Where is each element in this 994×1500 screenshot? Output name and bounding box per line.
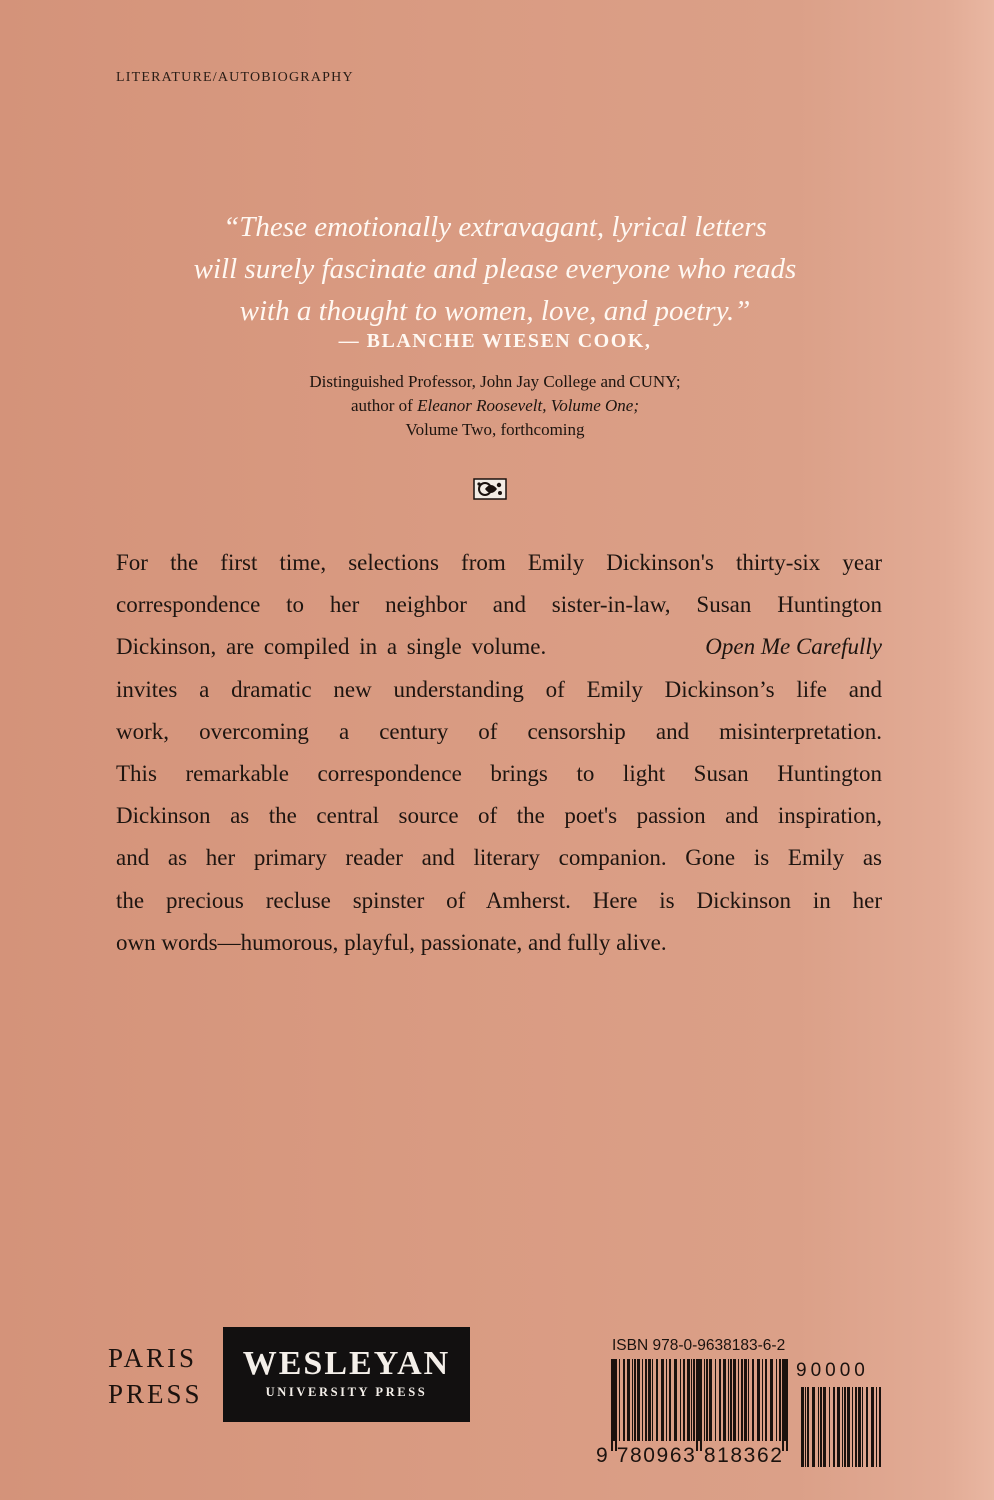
- barcode-bar: [674, 1359, 677, 1441]
- barcode-bar: [765, 1359, 767, 1441]
- category-label: LITERATURE/AUTOBIOGRAPHY: [116, 70, 354, 85]
- barcode-guard-bar: [782, 1359, 784, 1451]
- barcode-bar: [648, 1359, 651, 1441]
- barcode-bar: [876, 1387, 877, 1467]
- credential-line: author of Eleanor Roosevelt, Volume One;: [351, 396, 639, 415]
- isbn-label: ISBN 978-0-9638183-6-2: [612, 1337, 786, 1354]
- endorser-name: — BLANCHE WIESEN COOK,: [338, 330, 652, 352]
- barcode-bar: [666, 1359, 667, 1441]
- barcode-bar: [757, 1359, 760, 1441]
- logo-text: WESLEYAN: [242, 1345, 451, 1382]
- blurb-line: invites a dramatic new understanding of Emily Dickinson’s life and: [116, 676, 882, 702]
- barcode-bar: [852, 1387, 853, 1467]
- blurb-line: own words—humorous, playful, passionate, and fully alive.: [116, 929, 667, 955]
- barcode-bar: [634, 1359, 636, 1441]
- barcode-bar: [829, 1387, 830, 1467]
- barcode-bar: [733, 1359, 736, 1441]
- blurb-line: Dickinson as the central source of the poet's passion and inspiration,: [116, 803, 882, 829]
- blurb-line: work, overcoming a century of censorship and misinterpretation.: [116, 718, 882, 744]
- barcode-bar: [709, 1359, 712, 1441]
- barcode-bar: [818, 1387, 819, 1467]
- barcode-bar: [847, 1387, 850, 1467]
- barcode-bar: [744, 1359, 747, 1441]
- barcode-bar: [779, 1359, 781, 1441]
- barcode-bar: [862, 1387, 863, 1467]
- barcode-bar: [738, 1359, 739, 1441]
- endorsement-quote: [150, 206, 840, 332]
- barcode-bar: [812, 1387, 815, 1467]
- blurb-line-text: Dickinson, are compiled in a single volume.: [116, 634, 547, 660]
- blurb-line: correspondence to her neighbor and sister-in-law, Susan Huntington: [116, 592, 882, 618]
- price-code: 90000: [796, 1360, 869, 1381]
- barcode-bar: [728, 1359, 729, 1441]
- barcode-bar: [619, 1359, 620, 1441]
- blurb-line: and as her primary reader and literary companion. Gone is Emily as: [116, 845, 882, 871]
- barcode-bar: [693, 1359, 695, 1441]
- barcode-bar: [691, 1359, 692, 1441]
- barcode-bar: [842, 1387, 843, 1467]
- barcode-digits: 9 780963 818362: [596, 1444, 784, 1467]
- barcode-bar: [683, 1359, 685, 1441]
- wesleyan-press-logo: [223, 1327, 470, 1422]
- barcode-bar: [866, 1387, 868, 1467]
- barcode-guard-bar: [611, 1359, 613, 1451]
- barcode-bar: [645, 1359, 647, 1441]
- credential-line: Distinguished Professor, John Jay College and CUNY;: [309, 372, 681, 391]
- barcode-bar: [723, 1359, 726, 1441]
- barcode-bar: [752, 1359, 754, 1441]
- barcode-bar: [776, 1359, 777, 1441]
- fleuron-icon: [473, 478, 507, 500]
- barcode-bar: [623, 1359, 625, 1441]
- barcode-bar: [770, 1359, 773, 1441]
- barcode-bar: [632, 1359, 633, 1441]
- barcode-bar: [661, 1359, 664, 1441]
- barcode-bar: [879, 1387, 881, 1467]
- barcode-bar: [652, 1359, 653, 1441]
- barcode-bar: [730, 1359, 732, 1441]
- barcode-bar: [748, 1359, 749, 1441]
- barcode-bar: [805, 1387, 806, 1467]
- barcode-bar: [687, 1359, 690, 1441]
- barcode-bar: [801, 1387, 804, 1467]
- quote-line: with a thought to women, love, and poetry.”: [239, 295, 751, 327]
- barcode-bar: [762, 1359, 763, 1441]
- logo-text: UNIVERSITY PRESS: [265, 1385, 428, 1399]
- barcode-bar: [627, 1359, 630, 1441]
- barcode-bar: [820, 1387, 822, 1467]
- quote-line: “These emotionally extravagant, lyrical letters: [223, 211, 767, 243]
- barcode-bar: [855, 1387, 857, 1467]
- barcode-bar: [741, 1359, 743, 1441]
- barcode-bar: [680, 1359, 681, 1441]
- barcode-bar: [656, 1359, 658, 1441]
- barcode-bar: [642, 1359, 643, 1441]
- barcode-bar: [871, 1387, 874, 1467]
- barcode-bar: [833, 1387, 835, 1467]
- barcode-guard-bar: [700, 1359, 702, 1451]
- barcode-bar: [715, 1359, 716, 1441]
- barcode-bar: [823, 1387, 826, 1467]
- blurb-line: the precious recluse spinster of Amherst. Here is Dickinson in her: [116, 887, 882, 913]
- paris-press-logo: [108, 1340, 203, 1412]
- barcode-bar: [719, 1359, 721, 1441]
- barcode-bar: [807, 1387, 809, 1467]
- logo-text: PRESS: [108, 1379, 203, 1409]
- description-blurb: [116, 542, 882, 964]
- barcode-bar: [704, 1359, 705, 1441]
- blurb-line: For the first time, selections from Emily Dickinson's thirty-six year: [116, 550, 882, 575]
- book-title-italic: Eleanor Roosevelt, Volume One;: [417, 396, 639, 415]
- barcode-guard-bar: [615, 1359, 617, 1451]
- barcode-guard-bar: [696, 1359, 698, 1451]
- barcode-bar: [669, 1359, 671, 1441]
- book-title-italic: Open Me Carefully: [705, 634, 882, 660]
- barcode-bar: [844, 1387, 846, 1467]
- logo-text: PARIS: [108, 1343, 198, 1373]
- credential-line: Volume Two, forthcoming: [405, 420, 585, 439]
- barcode-bar: [706, 1359, 708, 1441]
- barcode-guard-bar: [786, 1359, 788, 1451]
- barcode-bar: [637, 1359, 640, 1441]
- blurb-line: [116, 626, 882, 668]
- endorser-credentials: [150, 370, 840, 442]
- barcode-bar: [837, 1387, 840, 1467]
- quote-line: will surely fascinate and please everyone who reads: [193, 253, 797, 285]
- blurb-line: This remarkable correspondence brings to light Susan Huntington: [116, 760, 882, 786]
- barcode-bar: [858, 1387, 861, 1467]
